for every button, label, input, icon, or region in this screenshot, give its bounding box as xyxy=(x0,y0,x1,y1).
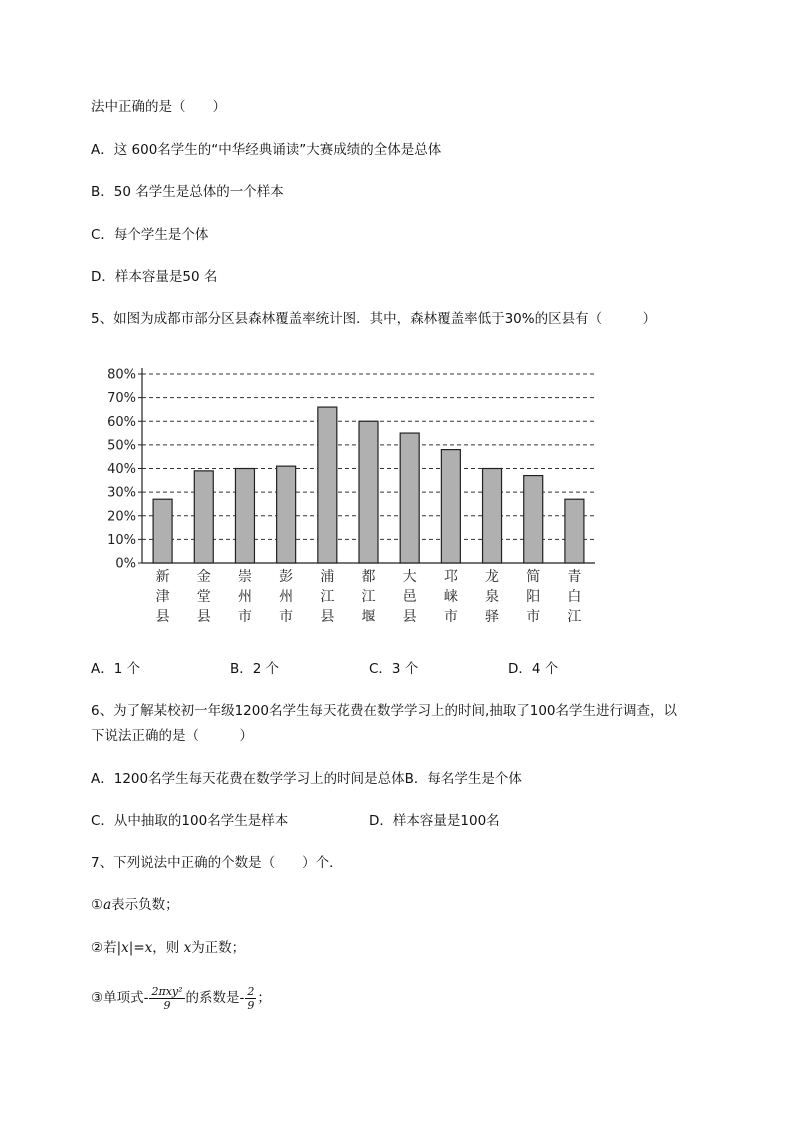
s3-pre: ③单项式- xyxy=(91,990,149,1006)
x-label-char: 简 xyxy=(526,569,541,585)
q4-option-a: A．这 600名学生的“中华经典诵读”大赛成绩的全体是总体 xyxy=(91,142,442,158)
coefficient-fraction xyxy=(245,985,256,1012)
x-label-char: 县 xyxy=(320,609,335,625)
chart-bars xyxy=(153,407,584,563)
x-label-char: 堰 xyxy=(361,609,376,625)
x-label-char: 新 xyxy=(155,569,170,585)
bar-7 xyxy=(400,433,419,563)
coefficient-numerator: 2 xyxy=(247,984,255,998)
q5-option-a: A．1 个 xyxy=(91,661,141,677)
chart-x-labels xyxy=(156,568,582,625)
monomial-numerator: 2πxy² xyxy=(151,984,183,998)
bar-8 xyxy=(441,450,460,563)
q4-stem-tail: 法中正确的是（ ） xyxy=(91,99,226,115)
x-label-char: 县 xyxy=(402,609,417,625)
q5-option-b: B．2 个 xyxy=(230,661,280,677)
s2-mid: ，则 xyxy=(152,940,180,956)
x-label-char: 邑 xyxy=(402,589,417,605)
q7-statement-1 xyxy=(91,896,179,914)
bar-4 xyxy=(277,466,296,563)
y-tick-label: 80% xyxy=(107,367,136,383)
y-tick-label: 30% xyxy=(107,485,136,501)
bar-6 xyxy=(359,421,378,563)
x-label-char: 大 xyxy=(402,569,417,585)
y-tick-label: 0% xyxy=(115,556,136,572)
q6-stem-line1: 6、为了解某校初一年级1200名学生每天花费在数学学习上的时间,抽取了100名学生进行调查，以 xyxy=(91,703,678,719)
y-tick-label: 10% xyxy=(107,532,136,548)
q7-statement-3 xyxy=(91,983,271,1013)
q4-option-b: B．50 名学生是总体的一个样本 xyxy=(91,184,284,200)
coefficient-denominator: 9 xyxy=(247,998,255,1012)
q5-stem: 5、如图为成都市部分区县森林覆盖率统计图．其中，森林覆盖率低于30%的区县有（ ） xyxy=(91,311,657,327)
q6-stem-line2: 下说法正确的是（ ） xyxy=(91,728,253,744)
x-label-char: 崃 xyxy=(443,589,458,605)
y-tick-label: 50% xyxy=(107,438,136,454)
monomial-fraction xyxy=(149,985,184,1012)
x-label-char: 邛 xyxy=(443,569,458,585)
bar-10 xyxy=(524,476,543,563)
x-label-char: 龙 xyxy=(485,569,500,585)
bar-5 xyxy=(318,407,337,563)
x-label-char: 都 xyxy=(361,569,376,585)
q7-stem: 7、下列说法中正确的个数是（ ）个． xyxy=(91,855,343,871)
s2-var: x xyxy=(183,940,192,956)
x-label-char: 市 xyxy=(526,609,541,625)
bar-1 xyxy=(153,499,172,563)
x-label-char: 津 xyxy=(155,589,170,605)
y-tick-label: 20% xyxy=(107,509,136,525)
x-label-char: 浦 xyxy=(320,569,335,585)
x-label-char: 青 xyxy=(567,569,582,585)
monomial-denominator: 9 xyxy=(163,998,171,1012)
y-tick-label: 40% xyxy=(107,462,136,477)
y-tick-label: 60% xyxy=(107,414,136,430)
x-label-char: 崇 xyxy=(237,569,252,585)
q5-option-c: C．3 个 xyxy=(369,661,419,677)
q4-option-c: C．每个学生是个体 xyxy=(91,227,209,243)
q7-statement-2 xyxy=(91,939,245,957)
q6-option-ab: A．1200名学生每天花费在数学学习上的时间是总体B．每名学生是个体 xyxy=(91,771,522,787)
x-label-char: 彭 xyxy=(279,569,294,585)
x-label-char: 驿 xyxy=(485,609,500,625)
s1-var: a xyxy=(103,897,112,913)
x-label-char: 白 xyxy=(567,589,582,605)
x-label-char: 泉 xyxy=(485,589,500,605)
bar-11 xyxy=(565,499,584,563)
bar-9 xyxy=(483,469,502,564)
x-label-char: 市 xyxy=(443,609,458,625)
q6-option-c: C．从中抽取的100名学生是样本 xyxy=(91,813,289,829)
x-label-char: 江 xyxy=(361,589,376,605)
s2-end: 为正数； xyxy=(191,940,246,956)
x-label-char: 金 xyxy=(196,569,211,585)
x-label-char: 堂 xyxy=(196,589,211,605)
s3-mid: 的系数是- xyxy=(185,990,245,1006)
chart-y-ticks xyxy=(107,368,142,572)
s2-abs: |x| xyxy=(116,940,134,956)
s3-end: ； xyxy=(257,990,271,1006)
x-label-char: 江 xyxy=(567,609,582,625)
x-label-char: 江 xyxy=(320,589,335,605)
x-label-char: 市 xyxy=(279,609,294,625)
x-label-char: 州 xyxy=(279,589,294,605)
y-tick-label: 70% xyxy=(107,391,136,407)
s2-pre: ②若 xyxy=(91,940,117,956)
x-label-char: 县 xyxy=(196,609,211,625)
bar-2 xyxy=(194,471,213,563)
bar-3 xyxy=(235,469,254,564)
x-label-char: 阳 xyxy=(526,589,541,605)
x-label-char: 市 xyxy=(237,609,252,625)
x-label-char: 州 xyxy=(237,589,252,605)
s1-mark: ① xyxy=(91,897,104,913)
s2-eq: =x xyxy=(133,940,153,956)
q6-option-d: D．样本容量是100名 xyxy=(369,813,500,829)
forest-coverage-bar-chart xyxy=(0,355,794,645)
q5-option-d: D．4 个 xyxy=(508,661,559,677)
s1-text: 表示负数； xyxy=(111,897,179,913)
x-label-char: 县 xyxy=(155,609,170,625)
q4-option-d: D．样本容量是50 名 xyxy=(91,269,218,285)
